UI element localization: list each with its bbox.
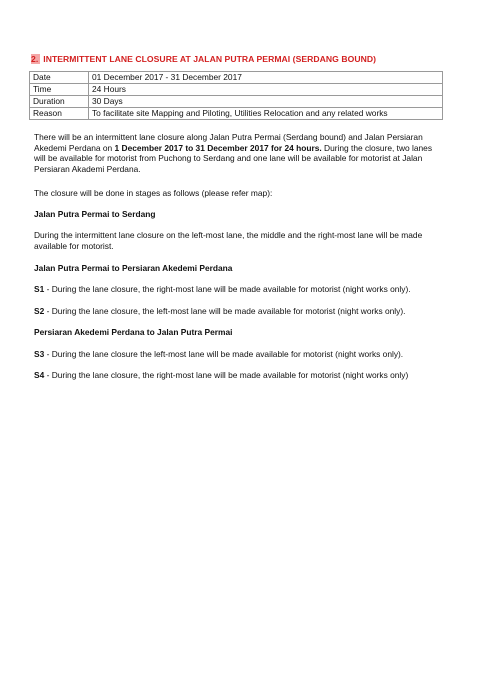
stage-s3 <box>34 349 444 360</box>
details-label-time: Time <box>30 84 89 96</box>
stage-s2 <box>34 306 444 317</box>
stage-text: - During the lane closure the left-most lane will be made available for motorist (night works only). <box>44 349 404 359</box>
notice-heading <box>31 54 376 64</box>
intro-text-end: During the closure, two lanes will be available for motorist from Puchong to Serdang and one lane will be available for motorist at Jalan Persiaran Akademi Perdana. <box>34 142 433 174</box>
details-value-duration: 30 Days <box>89 96 443 108</box>
section-heading-pap-jpp: Persiaran Akedemi Perdana to Jalan Putra Permai <box>34 327 233 337</box>
details-label-duration: Duration <box>30 96 89 108</box>
table-row <box>30 96 443 108</box>
intro-paragraph <box>34 132 444 174</box>
stage-code: S2 <box>34 306 45 316</box>
details-label-reason: Reason <box>30 108 89 120</box>
table-row <box>30 72 443 84</box>
section-text-jpp-serdang: During the intermittent lane closure on the left-most lane, the middle and the right-most lane will be made available for motorist. <box>34 230 423 251</box>
stages-intro: The closure will be done in stages as follows (please refer map): <box>34 188 273 198</box>
stage-code: S4 <box>34 370 45 380</box>
stage-text: - During the lane closure, the right-most lane will be made available for motorist (night works only). <box>44 284 411 294</box>
notice-title: INTERMITTENT LANE CLOSURE AT JALAN PUTRA PERMAI (SERDANG BOUND) <box>43 54 377 64</box>
stage-s4 <box>34 370 444 381</box>
details-label-date: Date <box>30 72 89 84</box>
details-value-time: 24 Hours <box>89 84 443 96</box>
details-value-date: 01 December 2017 - 31 December 2017 <box>89 72 443 84</box>
section-heading-jpp-serdang: Jalan Putra Permai to Serdang <box>34 209 156 219</box>
table-row <box>30 108 443 120</box>
section-heading-jpp-pap: Jalan Putra Permai to Persiaran Akedemi Perdana <box>34 263 233 273</box>
stage-code: S1 <box>34 284 45 294</box>
details-table <box>29 71 443 120</box>
details-value-reason: To facilitate site Mapping and Piloting, Utilities Relocation and any related works <box>89 108 443 120</box>
table-row <box>30 84 443 96</box>
intro-text-start: There will be an intermittent lane closure along Jalan Putra Permai (Serdang bound) and Jalan Persiaran Akedemi Perdana on <box>34 132 423 153</box>
stage-code: S3 <box>34 349 45 359</box>
stage-text: - During the lane closure, the left-most lane will be made available for motorist (night works only). <box>44 306 406 316</box>
intro-dates-bold: 1 December 2017 to 31 December 2017 for 24 hours. <box>114 142 322 153</box>
stage-text: - During the lane closure, the right-most lane will be made available for motorist (night works only) <box>44 370 409 380</box>
notice-number: 2. <box>31 54 39 64</box>
stage-s1 <box>34 284 444 295</box>
